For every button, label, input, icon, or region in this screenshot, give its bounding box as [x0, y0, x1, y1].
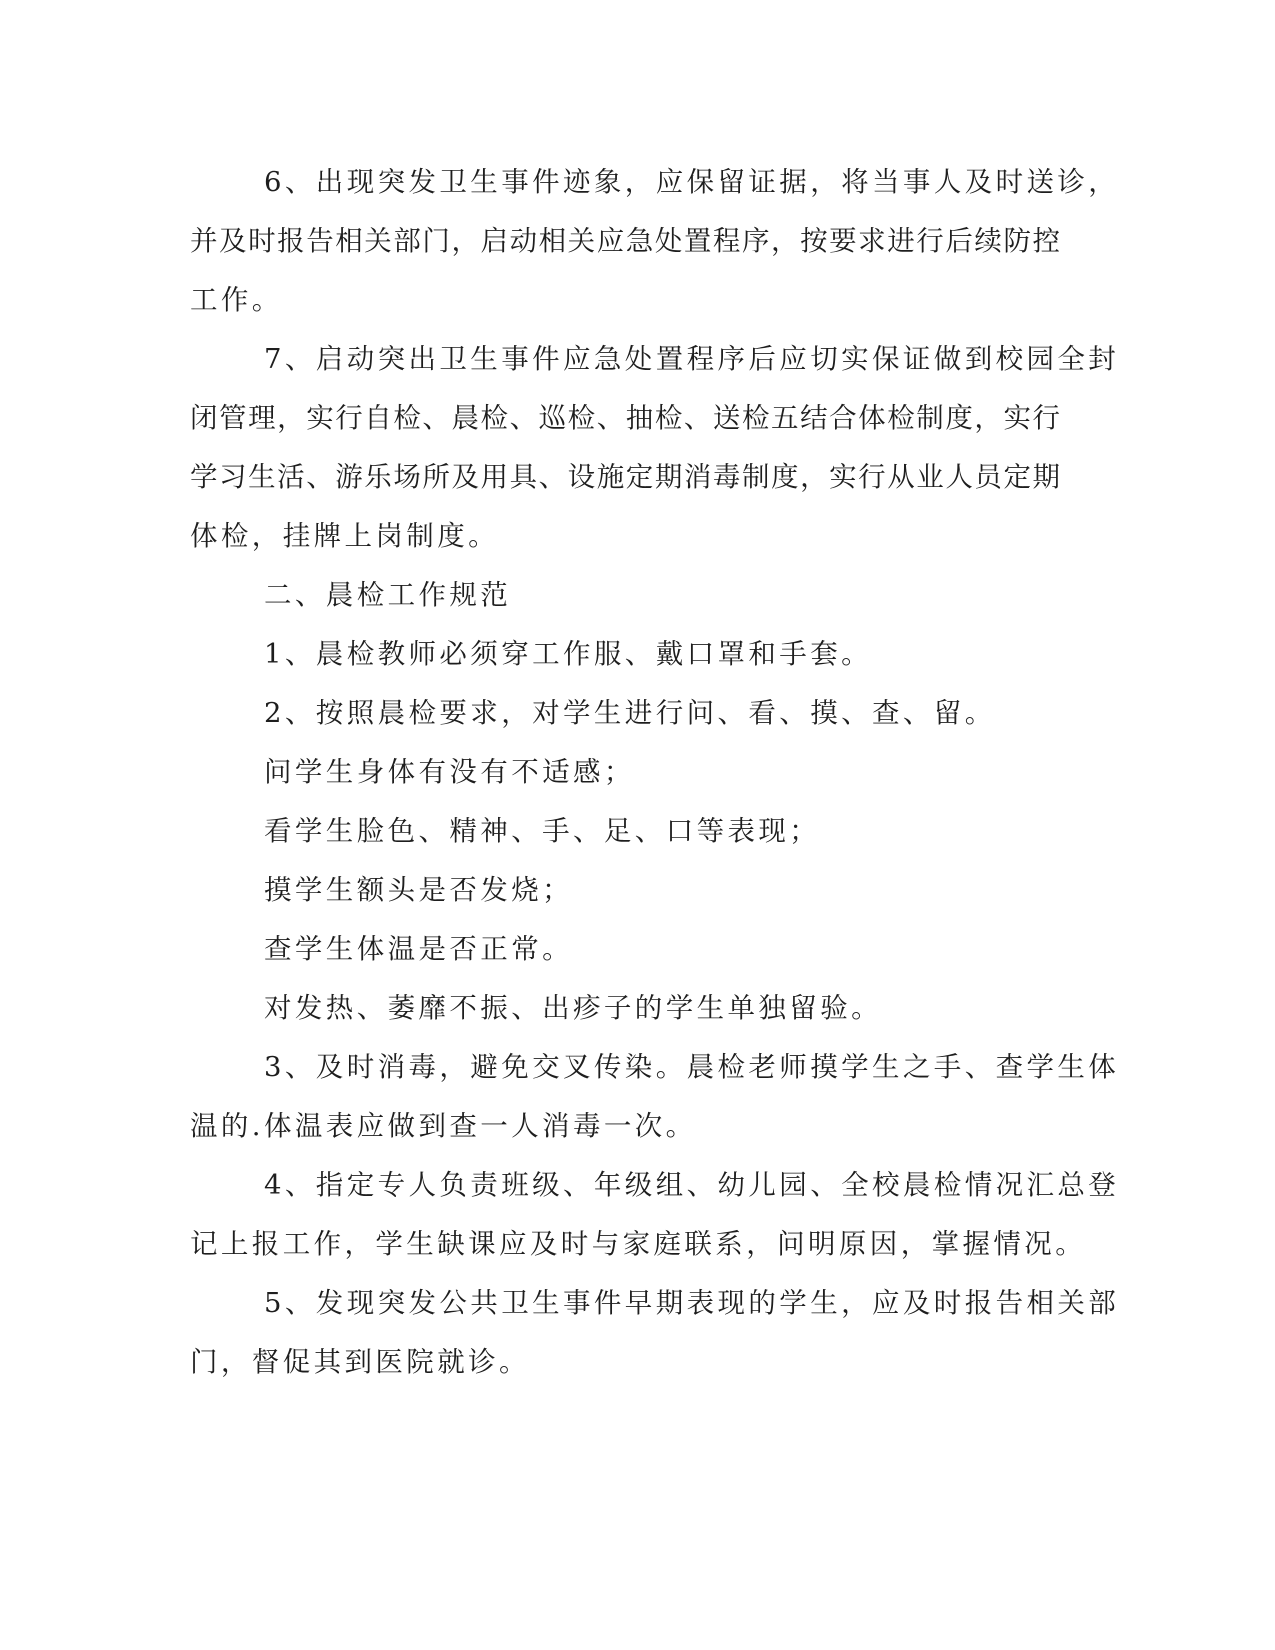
paragraph-7-line-1: 7、启动突出卫生事件应急处置程序后应切实保证做到校园全封: [264, 343, 1120, 375]
item-1: 1、晨检教师必须穿工作服、戴口罩和手套。: [264, 638, 872, 670]
paragraph-7-line-2: 闭管理，实行自检、晨检、巡检、抽检、送检五结合体检制度，实行: [190, 402, 1060, 434]
paragraph-6-line-3: 工作。: [190, 284, 283, 316]
paragraph-7-line-4: 体检，挂牌上岗制度。: [190, 520, 499, 552]
item-4-line-2: 记上报工作，学生缺课应及时与家庭联系，问明原因，掌握情况。: [190, 1228, 1087, 1260]
item-3-line-1: 3、及时消毒，避免交叉传染。晨检老师摸学生之手、查学生体: [264, 1051, 1120, 1083]
item-5-line-1: 5、发现突发公共卫生事件早期表现的学生，应及时报告相关部: [264, 1287, 1120, 1319]
paragraph-7-line-3: 学习生活、游乐场所及用具、设施定期消毒制度，实行从业人员定期: [190, 461, 1060, 493]
check-temperature: 查学生体温是否正常。: [264, 933, 573, 965]
paragraph-6-line-2: 并及时报告相关部门，启动相关应急处置程序，按要求进行后续防控: [190, 225, 1060, 257]
item-3-line-2: 温的.体温表应做到查一人消毒一次。: [190, 1110, 697, 1142]
item-5-line-2: 门，督促其到医院就诊。: [190, 1346, 530, 1378]
check-touch: 摸学生额头是否发烧；: [264, 874, 573, 906]
check-ask: 问学生身体有没有不适感；: [264, 756, 635, 788]
item-2: 2、按照晨检要求，对学生进行问、看、摸、查、留。: [264, 697, 996, 729]
check-isolate: 对发热、萎靡不振、出疹子的学生单独留验。: [264, 992, 882, 1024]
section-heading: 二、晨检工作规范: [264, 579, 512, 611]
item-4-line-1: 4、指定专人负责班级、年级组、幼儿园、全校晨检情况汇总登: [264, 1169, 1120, 1201]
check-look: 看学生脸色、精神、手、足、口等表现；: [264, 815, 821, 847]
paragraph-6-line-1: 6、出现突发卫生事件迹象，应保留证据，将当事人及时送诊，: [264, 166, 1120, 198]
